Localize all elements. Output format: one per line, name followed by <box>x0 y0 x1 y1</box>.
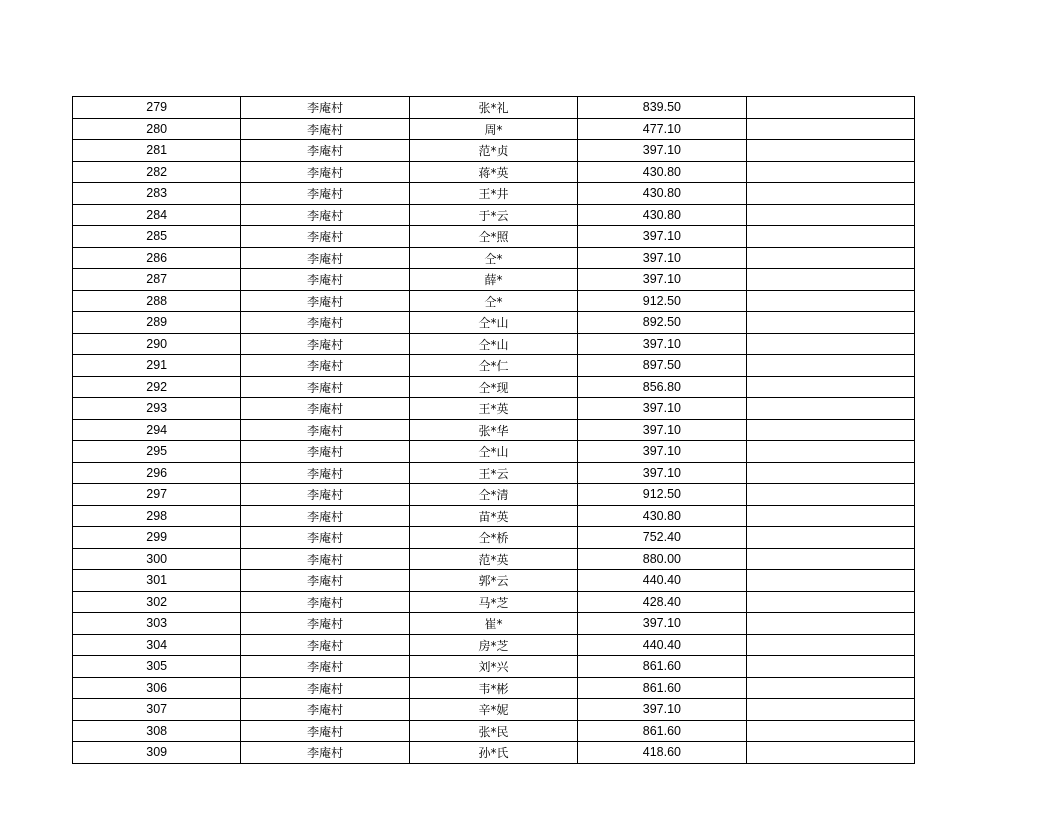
village-cell: 李庵村 <box>241 398 409 420</box>
village-cell: 李庵村 <box>241 204 409 226</box>
village-cell: 李庵村 <box>241 591 409 613</box>
note-cell <box>746 290 914 312</box>
name-cell: 孙*氏 <box>409 742 577 764</box>
table-row <box>73 269 915 291</box>
table-row <box>73 398 915 420</box>
village-cell: 李庵村 <box>241 441 409 463</box>
note-cell <box>746 419 914 441</box>
table-row <box>73 355 915 377</box>
name-cell: 王*井 <box>409 183 577 205</box>
amount-cell: 397.10 <box>578 226 746 248</box>
table-row <box>73 226 915 248</box>
table-row <box>73 183 915 205</box>
table-row <box>73 204 915 226</box>
amount-cell: 912.50 <box>578 484 746 506</box>
note-cell <box>746 376 914 398</box>
table-row <box>73 441 915 463</box>
name-cell: 苗*英 <box>409 505 577 527</box>
village-cell: 李庵村 <box>241 118 409 140</box>
table-row <box>73 570 915 592</box>
note-cell <box>746 548 914 570</box>
row-number-cell: 292 <box>73 376 241 398</box>
amount-cell: 397.10 <box>578 247 746 269</box>
name-cell: 范*贞 <box>409 140 577 162</box>
note-cell <box>746 720 914 742</box>
village-cell: 李庵村 <box>241 140 409 162</box>
note-cell <box>746 591 914 613</box>
amount-cell: 892.50 <box>578 312 746 334</box>
row-number-cell: 307 <box>73 699 241 721</box>
note-cell <box>746 634 914 656</box>
row-number-cell: 293 <box>73 398 241 420</box>
row-number-cell: 289 <box>73 312 241 334</box>
row-number-cell: 299 <box>73 527 241 549</box>
amount-cell: 397.10 <box>578 398 746 420</box>
village-cell: 李庵村 <box>241 634 409 656</box>
name-cell: 张*民 <box>409 720 577 742</box>
name-cell: 房*芝 <box>409 634 577 656</box>
name-cell: 仝* <box>409 290 577 312</box>
row-number-cell: 305 <box>73 656 241 678</box>
village-cell: 李庵村 <box>241 269 409 291</box>
data-table <box>72 96 915 764</box>
amount-cell: 477.10 <box>578 118 746 140</box>
amount-cell: 897.50 <box>578 355 746 377</box>
amount-cell: 430.80 <box>578 161 746 183</box>
note-cell <box>746 527 914 549</box>
note-cell <box>746 161 914 183</box>
note-cell <box>746 183 914 205</box>
note-cell <box>746 140 914 162</box>
village-cell: 李庵村 <box>241 462 409 484</box>
name-cell: 郭*云 <box>409 570 577 592</box>
name-cell: 范*英 <box>409 548 577 570</box>
name-cell: 仝*现 <box>409 376 577 398</box>
table-body <box>73 97 915 764</box>
village-cell: 李庵村 <box>241 312 409 334</box>
amount-cell: 397.10 <box>578 333 746 355</box>
table-row <box>73 247 915 269</box>
note-cell <box>746 613 914 635</box>
village-cell: 李庵村 <box>241 527 409 549</box>
amount-cell: 861.60 <box>578 677 746 699</box>
table-row <box>73 140 915 162</box>
row-number-cell: 304 <box>73 634 241 656</box>
row-number-cell: 301 <box>73 570 241 592</box>
row-number-cell: 296 <box>73 462 241 484</box>
note-cell <box>746 699 914 721</box>
name-cell: 王*云 <box>409 462 577 484</box>
village-cell: 李庵村 <box>241 677 409 699</box>
note-cell <box>746 333 914 355</box>
name-cell: 崔* <box>409 613 577 635</box>
village-cell: 李庵村 <box>241 226 409 248</box>
note-cell <box>746 226 914 248</box>
row-number-cell: 302 <box>73 591 241 613</box>
name-cell: 仝*山 <box>409 333 577 355</box>
table-row <box>73 333 915 355</box>
row-number-cell: 303 <box>73 613 241 635</box>
name-cell: 刘*兴 <box>409 656 577 678</box>
row-number-cell: 288 <box>73 290 241 312</box>
row-number-cell: 298 <box>73 505 241 527</box>
row-number-cell: 287 <box>73 269 241 291</box>
table-row <box>73 312 915 334</box>
village-cell: 李庵村 <box>241 247 409 269</box>
table-row <box>73 484 915 506</box>
village-cell: 李庵村 <box>241 355 409 377</box>
name-cell: 辛*妮 <box>409 699 577 721</box>
village-cell: 李庵村 <box>241 505 409 527</box>
name-cell: 仝*桥 <box>409 527 577 549</box>
village-cell: 李庵村 <box>241 720 409 742</box>
village-cell: 李庵村 <box>241 290 409 312</box>
amount-cell: 428.40 <box>578 591 746 613</box>
amount-cell: 880.00 <box>578 548 746 570</box>
name-cell: 马*芝 <box>409 591 577 613</box>
table-row <box>73 290 915 312</box>
note-cell <box>746 742 914 764</box>
table-row <box>73 118 915 140</box>
table-row <box>73 161 915 183</box>
note-cell <box>746 462 914 484</box>
note-cell <box>746 118 914 140</box>
table-row <box>73 613 915 635</box>
name-cell: 仝*山 <box>409 312 577 334</box>
note-cell <box>746 441 914 463</box>
table-row <box>73 591 915 613</box>
row-number-cell: 282 <box>73 161 241 183</box>
row-number-cell: 300 <box>73 548 241 570</box>
village-cell: 李庵村 <box>241 699 409 721</box>
village-cell: 李庵村 <box>241 333 409 355</box>
note-cell <box>746 505 914 527</box>
village-cell: 李庵村 <box>241 376 409 398</box>
table-row <box>73 742 915 764</box>
name-cell: 仝*清 <box>409 484 577 506</box>
row-number-cell: 297 <box>73 484 241 506</box>
village-cell: 李庵村 <box>241 742 409 764</box>
table-row <box>73 677 915 699</box>
name-cell: 张*华 <box>409 419 577 441</box>
note-cell <box>746 355 914 377</box>
amount-cell: 397.10 <box>578 269 746 291</box>
name-cell: 蒋*英 <box>409 161 577 183</box>
table-row <box>73 97 915 119</box>
amount-cell: 397.10 <box>578 441 746 463</box>
note-cell <box>746 677 914 699</box>
village-cell: 李庵村 <box>241 570 409 592</box>
amount-cell: 861.60 <box>578 720 746 742</box>
name-cell: 仝*仁 <box>409 355 577 377</box>
village-cell: 李庵村 <box>241 613 409 635</box>
name-cell: 张*礼 <box>409 97 577 119</box>
name-cell: 仝*山 <box>409 441 577 463</box>
row-number-cell: 279 <box>73 97 241 119</box>
name-cell: 薛* <box>409 269 577 291</box>
name-cell: 韦*彬 <box>409 677 577 699</box>
note-cell <box>746 570 914 592</box>
row-number-cell: 280 <box>73 118 241 140</box>
amount-cell: 430.80 <box>578 505 746 527</box>
amount-cell: 397.10 <box>578 613 746 635</box>
table-row <box>73 462 915 484</box>
table-row <box>73 505 915 527</box>
note-cell <box>746 204 914 226</box>
village-cell: 李庵村 <box>241 161 409 183</box>
amount-cell: 430.80 <box>578 204 746 226</box>
row-number-cell: 308 <box>73 720 241 742</box>
table-row <box>73 720 915 742</box>
table-row <box>73 548 915 570</box>
row-number-cell: 294 <box>73 419 241 441</box>
village-cell: 李庵村 <box>241 484 409 506</box>
village-cell: 李庵村 <box>241 548 409 570</box>
amount-cell: 839.50 <box>578 97 746 119</box>
amount-cell: 912.50 <box>578 290 746 312</box>
row-number-cell: 285 <box>73 226 241 248</box>
amount-cell: 856.80 <box>578 376 746 398</box>
amount-cell: 397.10 <box>578 140 746 162</box>
note-cell <box>746 97 914 119</box>
name-cell: 王*英 <box>409 398 577 420</box>
amount-cell: 752.40 <box>578 527 746 549</box>
row-number-cell: 281 <box>73 140 241 162</box>
table-row <box>73 376 915 398</box>
amount-cell: 397.10 <box>578 699 746 721</box>
name-cell: 于*云 <box>409 204 577 226</box>
amount-cell: 397.10 <box>578 462 746 484</box>
row-number-cell: 283 <box>73 183 241 205</box>
table-row <box>73 656 915 678</box>
amount-cell: 861.60 <box>578 656 746 678</box>
note-cell <box>746 312 914 334</box>
row-number-cell: 284 <box>73 204 241 226</box>
village-cell: 李庵村 <box>241 183 409 205</box>
note-cell <box>746 398 914 420</box>
name-cell: 周* <box>409 118 577 140</box>
table-row <box>73 419 915 441</box>
village-cell: 李庵村 <box>241 419 409 441</box>
note-cell <box>746 247 914 269</box>
amount-cell: 440.40 <box>578 570 746 592</box>
row-number-cell: 290 <box>73 333 241 355</box>
amount-cell: 430.80 <box>578 183 746 205</box>
table-row <box>73 699 915 721</box>
row-number-cell: 306 <box>73 677 241 699</box>
amount-cell: 397.10 <box>578 419 746 441</box>
name-cell: 仝* <box>409 247 577 269</box>
row-number-cell: 295 <box>73 441 241 463</box>
note-cell <box>746 656 914 678</box>
row-number-cell: 291 <box>73 355 241 377</box>
table-row <box>73 634 915 656</box>
note-cell <box>746 269 914 291</box>
table-row <box>73 527 915 549</box>
amount-cell: 440.40 <box>578 634 746 656</box>
name-cell: 仝*照 <box>409 226 577 248</box>
village-cell: 李庵村 <box>241 656 409 678</box>
amount-cell: 418.60 <box>578 742 746 764</box>
row-number-cell: 286 <box>73 247 241 269</box>
village-cell: 李庵村 <box>241 97 409 119</box>
row-number-cell: 309 <box>73 742 241 764</box>
note-cell <box>746 484 914 506</box>
